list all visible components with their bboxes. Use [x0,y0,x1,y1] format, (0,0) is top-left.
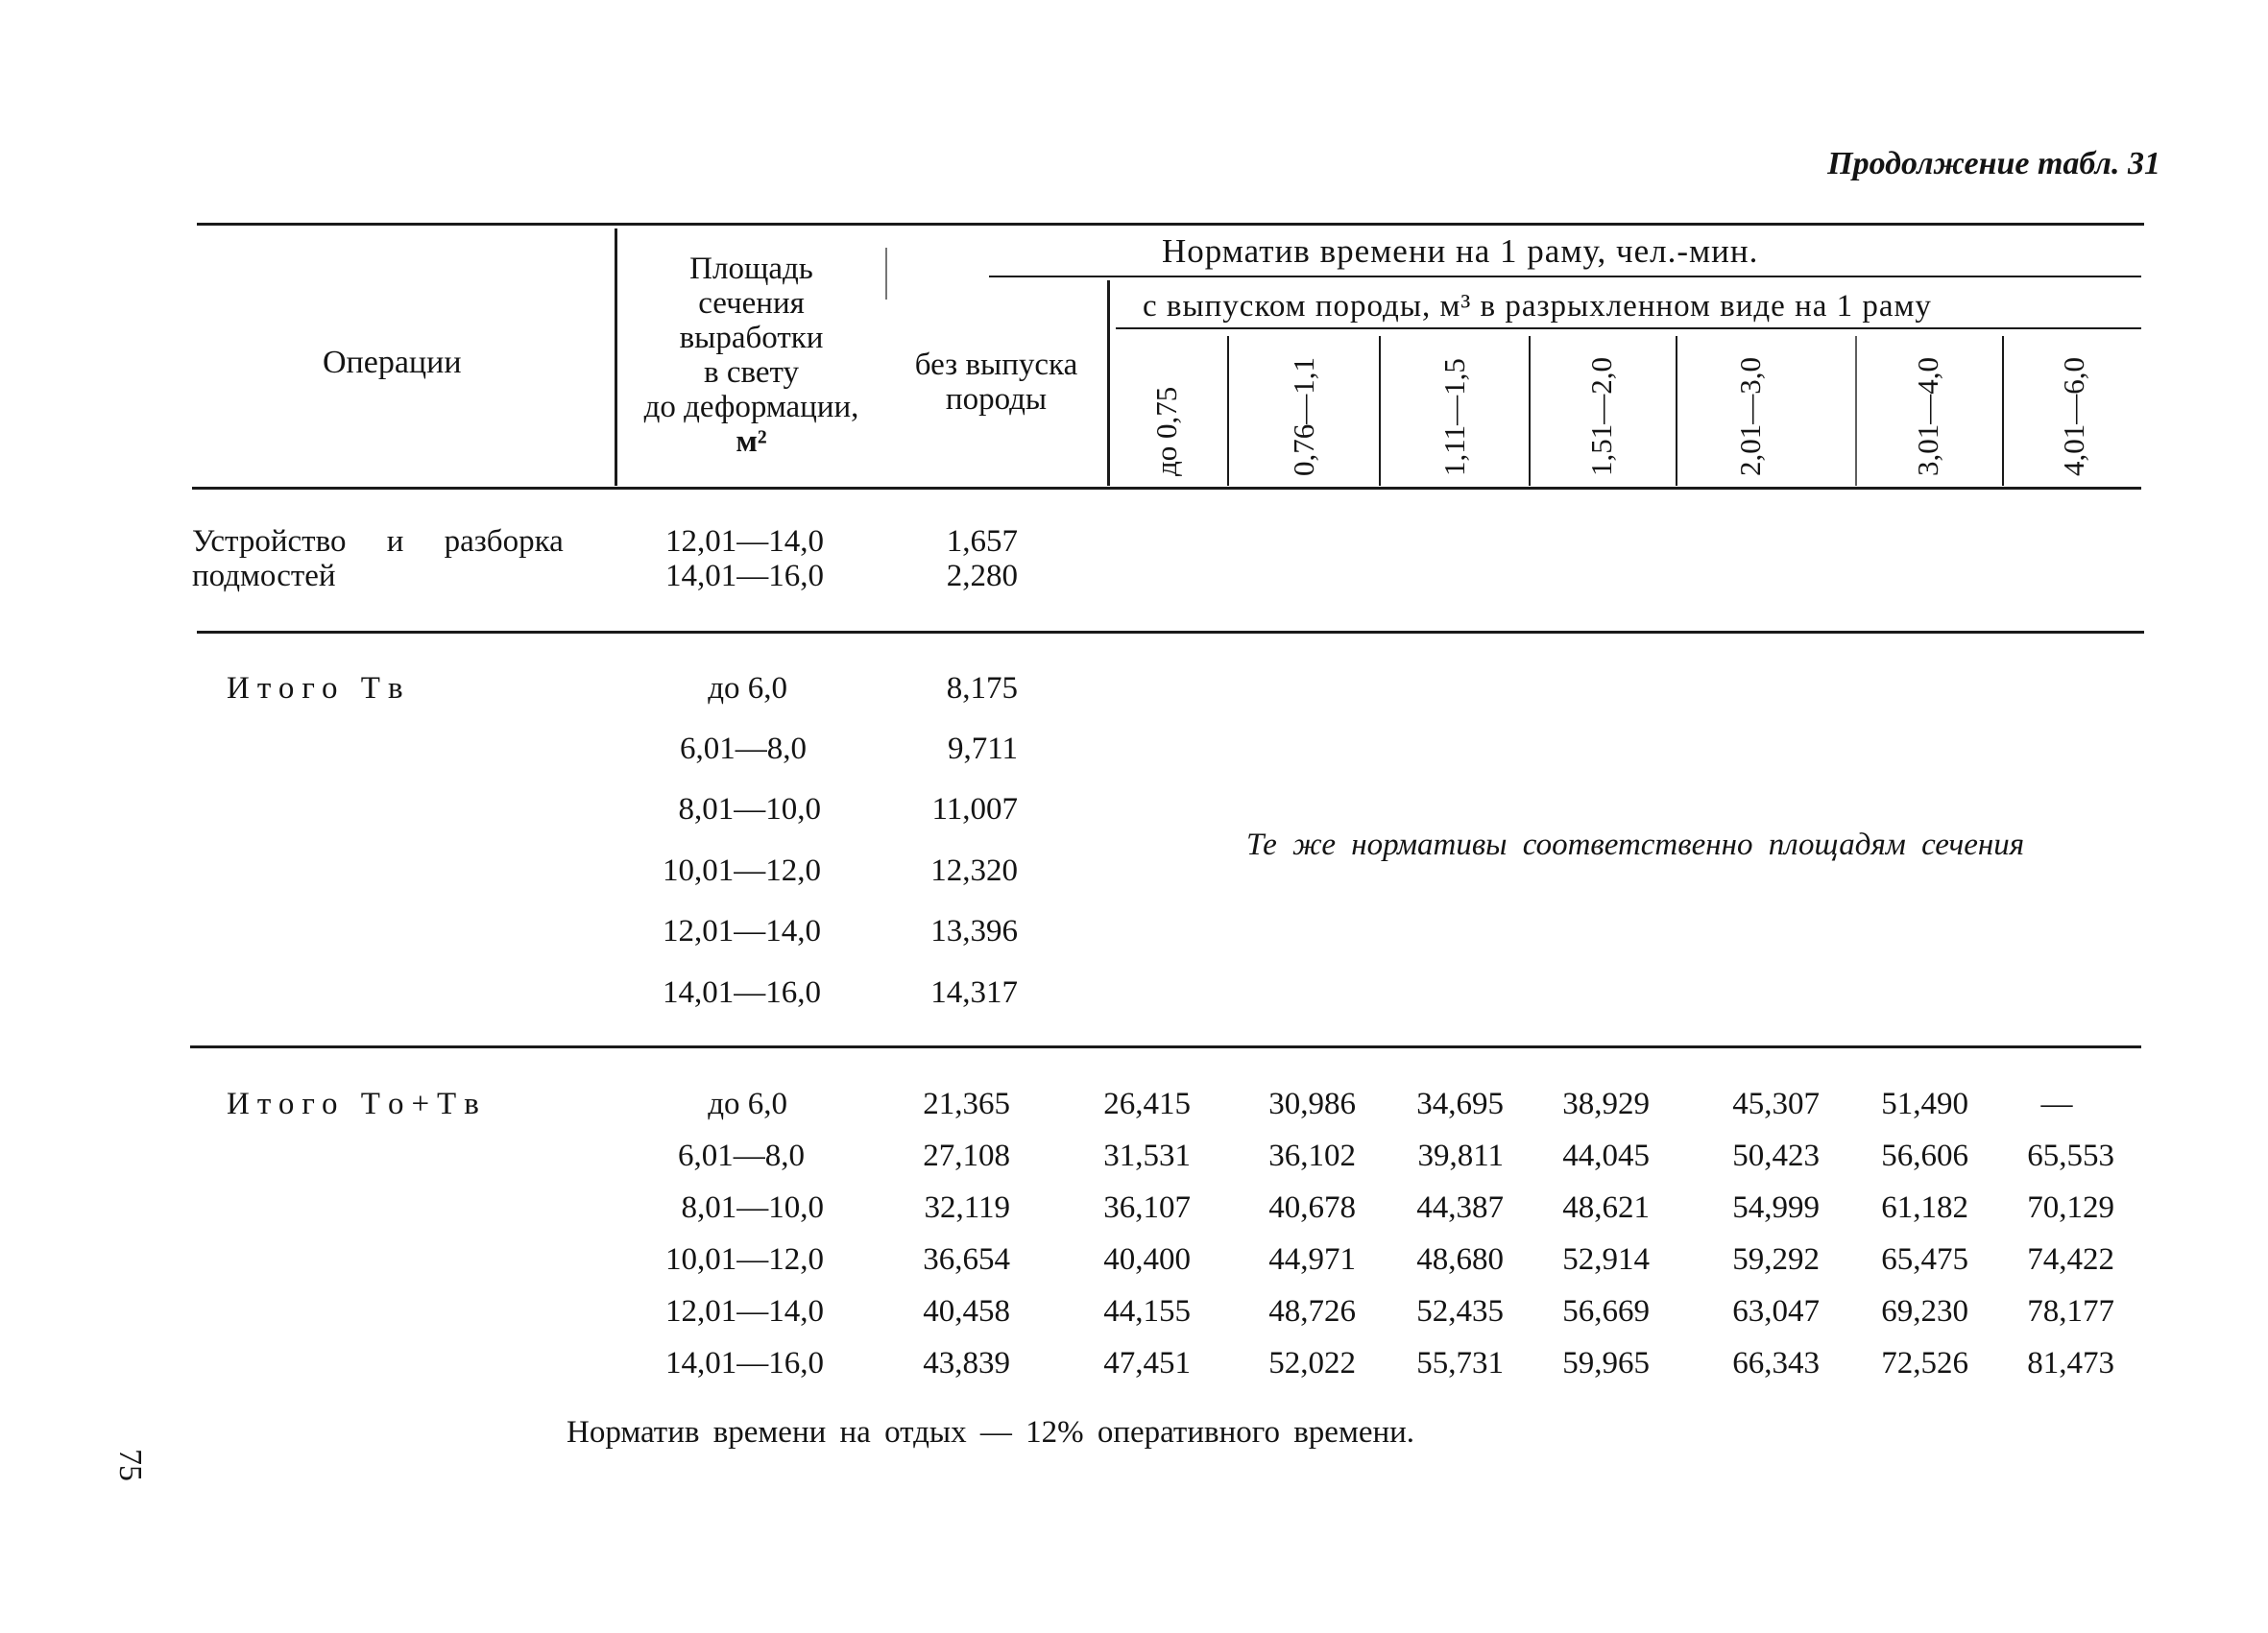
header-volume-col-7: 4,01—6,0 [2057,357,2090,476]
section3-value: 81,473 [2027,1346,2114,1381]
section1-operation-text: Устройство и разборка [192,524,564,559]
header-area-line: до деформации, [643,390,859,424]
header-without-release [888,348,1104,417]
header-area-line: м² [736,424,767,459]
section3-value: 36,102 [1268,1139,1356,1173]
header-volume-col-2: 0,76—1,1 [1287,357,1320,476]
section3-area: 6,01—8,0 [678,1139,805,1173]
section2-base-row5: 13,396 [930,914,1018,949]
header-area-line: Площадь [689,252,813,286]
header-volume-col-5: 2,01—3,0 [1733,357,1767,476]
section1-operation-line2: подмостей [192,559,336,593]
section3-value: 34,695 [1416,1087,1504,1121]
section2-area-row6: 14,01—16,0 [663,975,821,1010]
section1-operation-line1 [192,524,605,560]
section1-base-row2: 2,280 [946,559,1018,593]
header-without-release-line: без выпуска [914,348,1078,382]
section3-area: 8,01—10,0 [681,1190,824,1225]
rule-section2-bottom [190,1045,2141,1048]
vrule-v5 [1855,336,1857,486]
section3-area: до 6,0 [708,1087,787,1121]
section2-base-row6: 14,317 [930,975,1018,1010]
section3-value: 52,914 [1562,1242,1650,1277]
section3-value: 65,553 [2027,1139,2114,1173]
header-volume-col-3: 1,11—1,5 [1437,358,1471,476]
section3-value: 52,435 [1416,1294,1504,1329]
section3-value: 50,423 [1732,1139,1820,1173]
section3-value: 59,292 [1732,1242,1820,1277]
section3-area: 12,01—14,0 [665,1294,824,1329]
section3-value: 56,606 [1881,1139,1968,1173]
section3-value: 44,045 [1562,1139,1650,1173]
header-volume-col-4: 1,51—2,0 [1584,357,1618,476]
section2-area-row4: 10,01—12,0 [663,853,821,888]
section3-base: 32,119 [924,1190,1010,1225]
section3-value: 66,343 [1732,1346,1820,1381]
section3-base: 36,654 [923,1242,1010,1277]
section2-area-row3: 8,01—10,0 [678,792,821,827]
section3-value: — [2040,1087,2073,1121]
section3-value: 44,387 [1416,1190,1504,1225]
vrule-v3 [1529,336,1531,486]
header-volume-col-1: до 0,75 [1149,386,1183,476]
header-norm-title: Норматив времени на 1 раму, чел.-мин. [1162,232,1759,270]
section3-value: 38,929 [1562,1087,1650,1121]
section3-value: 63,047 [1732,1294,1820,1329]
section2-area-row5: 12,01—14,0 [663,914,821,949]
page-number: 75 [112,1449,148,1481]
header-area [615,252,888,459]
section3-value: 55,731 [1416,1346,1504,1381]
section3-value: 70,129 [2027,1190,2114,1225]
section3-value: 72,526 [1881,1346,1968,1381]
section2-base-row1: 8,175 [946,671,1018,706]
section3-value: 31,531 [1103,1139,1191,1173]
section1-area-row1: 12,01—14,0 [665,524,824,559]
header-area-line: выработки [679,321,824,355]
section3-value: 48,726 [1268,1294,1356,1329]
table-caption: Продолжение табл. 31 [1827,146,2160,181]
section2-base-row2: 9,711 [947,732,1018,766]
section2-area-row1: до 6,0 [708,671,787,706]
section3-value: 74,422 [2027,1242,2114,1277]
header-volume-col-6: 3,01—4,0 [1911,357,1944,476]
rule-top [197,223,2144,226]
section3-value: 48,680 [1416,1242,1504,1277]
vrule-v4 [1676,336,1677,486]
section3-value: 40,400 [1103,1242,1191,1277]
section3-area: 14,01—16,0 [665,1346,824,1381]
section3-base: 27,108 [923,1139,1010,1173]
rule-header-bottom [192,487,2141,490]
section2-operation: Итого Tв [227,671,411,706]
section2-base-row3: 11,007 [931,792,1018,827]
section3-value: 44,971 [1268,1242,1356,1277]
header-operations: Операции [323,345,462,380]
section3-area: 10,01—12,0 [665,1242,824,1277]
section2-area-row2: 6,01—8,0 [680,732,807,766]
section3-base: 43,839 [923,1346,1010,1381]
header-area-line: в свету [704,355,799,390]
section3-value: 26,415 [1103,1087,1191,1121]
section3-value: 36,107 [1103,1190,1191,1225]
section3-value: 40,678 [1268,1190,1356,1225]
section3-value: 54,999 [1732,1190,1820,1225]
section3-value: 44,155 [1103,1294,1191,1329]
section3-value: 61,182 [1881,1190,1968,1225]
header-with-release: с выпуском породы, м³ в разрыхленном виде на 1 раму [1143,289,1932,324]
section3-value: 39,811 [1417,1139,1504,1173]
section3-value: 45,307 [1732,1087,1820,1121]
section1-base-row1: 1,657 [946,524,1018,559]
vrule-v2 [1379,336,1381,486]
section3-value: 47,451 [1103,1346,1191,1381]
section3-value: 30,986 [1268,1087,1356,1121]
section3-value: 59,965 [1562,1346,1650,1381]
section3-value: 78,177 [2027,1294,2114,1329]
section1-area-row2: 14,01—16,0 [665,559,824,593]
rule-norm-title [989,276,2141,277]
section3-operation: Итого Tо+Tв [227,1087,487,1121]
vrule-base [1107,280,1110,486]
section3-base: 21,365 [923,1087,1010,1121]
vrule-v6 [2002,336,2004,486]
header-area-line: сечения [698,286,805,321]
rule-release-title [1116,327,2141,329]
footnote: Норматив времени на отдых — 12% оперативного времени. [567,1415,1415,1450]
section2-base-row4: 12,320 [930,853,1018,888]
section3-value: 56,669 [1562,1294,1650,1329]
section3-value: 51,490 [1881,1087,1968,1121]
section3-base: 40,458 [923,1294,1010,1329]
section3-value: 48,621 [1562,1190,1650,1225]
section3-value: 52,022 [1268,1346,1356,1381]
rule-section1-bottom [197,631,2144,634]
section3-value: 69,230 [1881,1294,1968,1329]
vrule-v1 [1227,336,1229,486]
header-without-release-line: породы [945,382,1048,417]
section3-value: 65,475 [1881,1242,1968,1277]
section2-note: Те же нормативы соответственно площадям сечения [1246,828,2025,862]
